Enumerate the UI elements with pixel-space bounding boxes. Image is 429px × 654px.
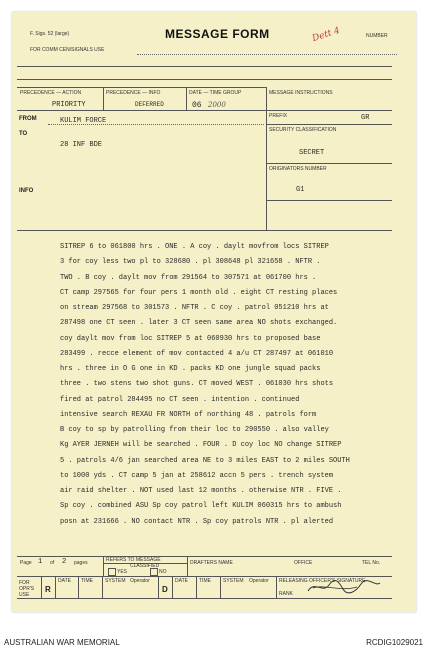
to-label: TO: [19, 131, 28, 137]
precedence-action-value: PRIORITY: [52, 101, 86, 109]
page-number: 1: [38, 558, 43, 566]
body-line: fired at patrol 284495 no CT seen . intention . continued: [60, 395, 300, 404]
pages-label: pages: [74, 560, 88, 566]
body-line: 287498 one CT seen . later 3 CT seen same area NO shots exchanged.: [60, 319, 338, 328]
form-title: MESSAGE FORM: [165, 27, 270, 41]
precedence-action-label: PRECEDENCE — ACTION: [20, 90, 82, 96]
yes-checkbox[interactable]: [108, 568, 116, 576]
security-label: SECURITY CLASSIFICATION: [269, 127, 337, 133]
vline-o2: [55, 576, 56, 598]
drafters-label: DRAFTERS NAME: [190, 560, 233, 566]
d-label: D: [162, 585, 168, 594]
r-date-label: DATE: [58, 578, 71, 584]
line-f: [266, 163, 392, 164]
rank-label: RANK: [279, 591, 293, 597]
line-top: [17, 66, 392, 67]
date-time-group-label: DATE — TIME GROUP: [189, 90, 242, 96]
message-instructions-label: MESSAGE INSTRUCTIONS: [269, 90, 333, 96]
line-opr-top: [17, 576, 392, 577]
form-code: F. Sigs. 52 (large): [30, 31, 70, 37]
r-label: R: [45, 585, 51, 594]
yes-label: YES: [117, 569, 128, 575]
to-value: 28 INF BDE: [60, 141, 103, 149]
for-comm-line: [137, 54, 397, 55]
vline-3: [266, 87, 267, 230]
line-body-top: [17, 230, 392, 231]
body-line: to 1000 yds . CT camp 5 jan at 258612 accn 5 pers . trench system: [60, 471, 334, 480]
refers-label: REFERS TO MESSAGE: [106, 557, 161, 563]
body-line: CT camp 297565 for four pers 1 month old . eight CT resting places: [60, 288, 338, 297]
from-value: KULIM FORCE: [60, 117, 107, 125]
prefix-label: PREFIX: [269, 113, 288, 119]
d-time-label: TIME: [199, 578, 211, 584]
tel-label: TEL No.: [362, 560, 381, 566]
date-time-hand: 2000: [208, 101, 226, 109]
info-label: INFO: [19, 188, 34, 194]
d-operator-label: Operator: [249, 578, 269, 584]
for-comm-label: FOR COMM CEN/SIGNALS USE: [30, 47, 105, 53]
originators-number-value: G1: [296, 186, 305, 194]
classified-label: CLASSIFIED: [130, 563, 160, 569]
of-label: of: [50, 560, 55, 566]
vline-o3: [78, 576, 79, 598]
signature-scribble: [305, 578, 383, 596]
no-checkbox[interactable]: [150, 568, 158, 576]
body-line: 5 . patrols 4/6 jan searched area NE to 3 miles EAST to 2 miles SOUTH: [60, 456, 350, 465]
releasing-label: RELEASING OFFICER'S SIGNATURE: [279, 578, 366, 584]
no-label: NO: [159, 569, 167, 575]
line-opr-bottom: [17, 598, 392, 599]
vline-o9: [276, 576, 277, 598]
line-a: [17, 79, 392, 80]
date-time-group-value: 06: [192, 101, 202, 110]
line-d: [266, 110, 392, 111]
vline-o4: [102, 576, 103, 598]
security-value: SECRET: [299, 149, 325, 157]
prefix-value: GR: [361, 114, 370, 122]
r-time-label: TIME: [81, 578, 93, 584]
body-line: on stream 297568 to 301573 . NFTR . C coy . patrol 051210 hrs at: [60, 304, 329, 312]
vline-o7: [196, 576, 197, 598]
d-date-label: DATE: [175, 578, 188, 584]
body-line: Sp coy . combined ASU Sp coy patrol left KULIM 060315 hrs to ambush: [60, 502, 342, 511]
r-system-label: SYSTEM: [105, 578, 126, 584]
footer-id: RCDIG1029021: [366, 638, 423, 647]
vline-o1: [41, 576, 42, 598]
vline-b1: [103, 556, 104, 576]
vline-b2: [187, 556, 188, 576]
originators-number-label: ORIGINATORS NUMBER: [269, 166, 327, 172]
footer-source: AUSTRALIAN WAR MEMORIAL: [4, 638, 120, 647]
pages-number: 2: [62, 558, 67, 566]
line-b: [17, 87, 267, 88]
r-operator-label: Operator: [130, 578, 150, 584]
body-line: three . two stens two shot guns. CT moved WEST . 061030 hrs shots: [60, 380, 334, 389]
body-line: TWO . B coy . daylt mov from 291564 to 307571 at 061700 hrs .: [60, 273, 317, 282]
page-label: Page: [20, 560, 32, 566]
body-line: 283499 . recce element of mov contacted 4 a/u CT 287497 at 061010: [60, 349, 334, 358]
vline-o6: [172, 576, 173, 598]
precedence-info-label: PRECEDENCE — INFO: [106, 90, 161, 96]
office-label: OFFICE: [294, 560, 313, 566]
line-e: [266, 124, 392, 125]
line-g: [266, 200, 392, 201]
body-line: posn at 231666 . NO contact NTR . Sp coy patrols NTR . pl alerted: [60, 517, 334, 526]
for-opr-use-label: FOR OPR'S USE: [19, 580, 35, 598]
body-line: SITREP 6 to 061800 hrs . ONE . A coy . daylt movfrom locs SITREP: [60, 243, 329, 251]
body-line: Kg AYER JERNEH will be searched . FOUR . D coy loc NO change SITREP: [60, 441, 342, 450]
handwritten-number: Dett 4: [311, 25, 342, 45]
number-label: NUMBER: [366, 33, 388, 39]
from-label: FROM: [19, 116, 37, 122]
vline-o5: [158, 576, 159, 598]
d-system-label: SYSTEM: [223, 578, 244, 584]
vline-o8: [220, 576, 221, 598]
body-line: intensive search REXAU FR NORTH of northing 48 . patrols form: [60, 410, 317, 419]
vline-2: [186, 87, 187, 110]
line-c: [17, 110, 267, 111]
precedence-info-value: DEFERRED: [135, 101, 164, 108]
body-line: hrs . three in O G one in KD . packs KD one jungle squad packs: [60, 365, 321, 373]
body-line: coy daylt mov from loc SITREP 5 at 060930 hrs to proposed base: [60, 334, 321, 343]
body-line: air raid shelter . NOT used last 12 months . otherwise NTR . FIVE .: [60, 487, 342, 495]
line-bottom-top: [17, 556, 392, 557]
body-line: B coy to sp by patrolling from their loc to 290550 . also valley: [60, 426, 329, 434]
body-line: 3 for coy less two pl to 328680 . pl 308648 pl 321658 . NFTR .: [60, 258, 321, 267]
message-body: [60, 240, 350, 530]
vline-1: [103, 87, 104, 110]
